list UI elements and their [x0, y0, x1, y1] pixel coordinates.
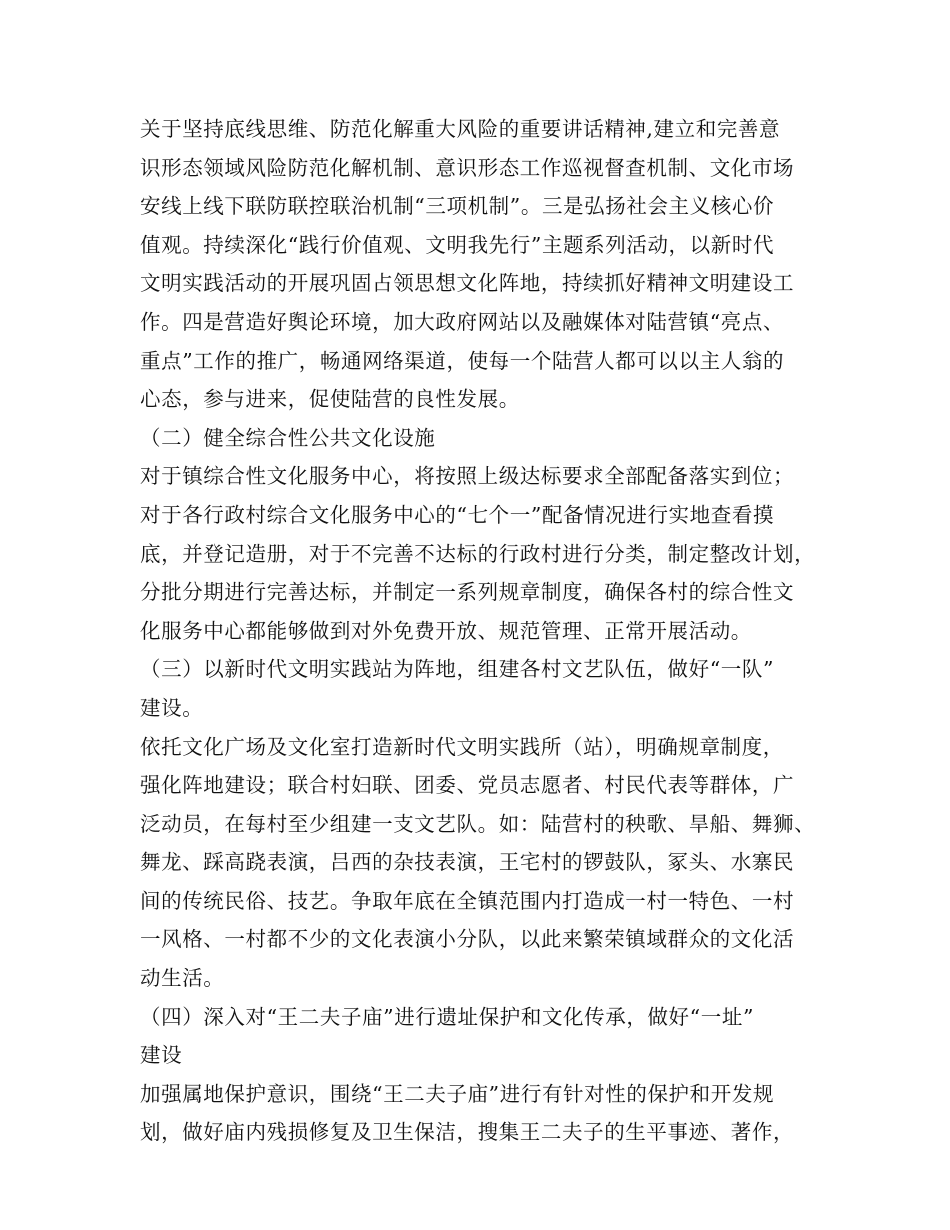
text-line: 值观。持续深化“践行价值观、文明我先行”主题系列活动，以新时代	[140, 232, 775, 257]
section-heading-continued: 建设	[140, 1043, 183, 1068]
text-line: 安线上线下联防联控联治机制“三项机制”。三是弘扬社会主义核心价	[140, 194, 775, 219]
text-line: 作。四是营造好舆论环境，加大政府网站以及融媒体对陆营镇“亮点、	[140, 309, 785, 334]
text-line: 动生活。	[140, 966, 225, 991]
text-line: 底，并登记造册，对于不完善不达标的行政村进行分类，制定整改计划，	[140, 541, 816, 566]
text-line: 一风格、一村都不少的文化表演小分队，以此来繁荣镇域群众的文化活	[140, 927, 795, 952]
text-line: 识形态领域风险防范化解机制、意识形态工作巡视督查机制、文化市场	[140, 155, 795, 180]
text-line: 化服务中心都能够做到对外免费开放、规范管理、正常开展活动。	[140, 618, 752, 643]
text-line: 泛动员，在每村至少组建一支文艺队。如：陆营村的秧歌、旱船、舞狮、	[140, 811, 816, 836]
text-line: 舞龙、踩高跷表演，吕西的杂技表演，王宅村的锣鼓队，冢头、水寨民	[140, 850, 795, 875]
text-line: 划，做好庙内残损修复及卫生保洁，搜集王二夫子的生平事迹、著作，	[140, 1120, 795, 1145]
text-line: 依托文化广场及文化室打造新时代文明实践所（站），明确规章制度，	[140, 734, 784, 759]
text-line: 对于各行政村综合文化服务中心的“七个一”配备情况进行实地查看摸	[140, 502, 775, 527]
text-line: 强化阵地建设；联合村妇联、团委、党员志愿者、村民代表等群体，广	[140, 773, 795, 798]
text-line: 间的传统民俗、技艺。争取年底在全镇范围内打造成一村一特色、一村	[140, 888, 795, 913]
text-line: 分批分期进行完善达标，并制定一系列规章制度，确保各村的综合性文	[140, 580, 795, 605]
text-line: 心态，参与进来，促使陆营的良性发展。	[140, 387, 520, 412]
section-heading: （四）深入对“王二夫子庙”进行遗址保护和文化传承，做好“一址”	[140, 1004, 755, 1029]
text-line: 对于镇综合性文化服务中心，将按照上级达标要求全部配备落实到位；	[140, 464, 795, 489]
text-line: 关于坚持底线思维、防范化解重大风险的重要讲话精神,建立和完善意	[140, 117, 781, 141]
section-heading: （二）健全综合性公共文化设施	[140, 425, 436, 450]
section-heading: （三）以新时代文明实践站为阵地，组建各村文艺队伍，做好“一队”	[140, 657, 775, 682]
section-heading-continued: 建设。	[140, 695, 204, 720]
body-text	[140, 110, 830, 1152]
text-line: 文明实践活动的开展巩固占领思想文化阵地，持续抓好精神文明建设工	[140, 271, 795, 296]
text-line: 重点”工作的推广，畅通网络渠道，使每一个陆营人都可以以主人翁的	[140, 348, 785, 373]
text-line: 加强属地保护意识，围绕“王二夫子庙”进行有针对性的保护和开发规	[140, 1081, 775, 1106]
